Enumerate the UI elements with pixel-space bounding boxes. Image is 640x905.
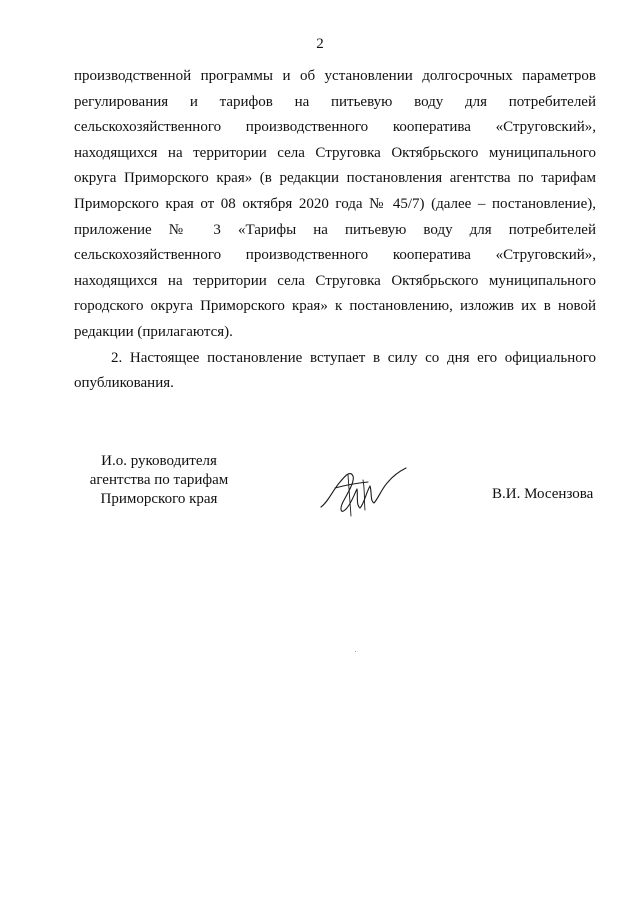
- position-line: И.о. руководителя: [101, 453, 217, 469]
- text-line: сельскохозяйственного производственного кооператива «Струговский»,: [74, 119, 596, 136]
- text-line: Приморского края от 08 октября 2020 года № 45/7) (далее – постановление),: [74, 195, 596, 212]
- position-line: Приморского края: [100, 491, 218, 507]
- text-line: сельскохозяйственного производственного кооператива «Струговский»,: [74, 247, 596, 264]
- text-line: приложение № 3 «Тарифы на питьевую воду для потребителей: [74, 221, 596, 238]
- signatory-position: [64, 452, 254, 509]
- signer-name: В.И. Мосензова: [492, 486, 594, 502]
- text-line: городского округа Приморского края» к постановлению, изложив их в новой: [74, 298, 596, 315]
- position-line: агентства по тарифам: [89, 472, 229, 488]
- text-line: редакции (прилагаются).: [74, 323, 233, 340]
- page-number: 2: [316, 36, 324, 52]
- document-body: [74, 64, 596, 397]
- text-line: производственной программы и об установлении долгосрочных параметров: [74, 68, 596, 84]
- text-line: опубликования.: [74, 375, 174, 392]
- text-line: находящихся на территории села Струговка Октябрьского муниципального: [74, 272, 596, 289]
- handwritten-signature: [318, 460, 408, 520]
- text-line: находящихся на территории села Струговка Октябрьского муниципального: [74, 144, 596, 161]
- text-line: округа Приморского края» (в редакции постановления агентства по тарифам: [74, 170, 596, 187]
- text-line: регулирования и тарифов на питьевую воду для потребителей: [74, 93, 596, 110]
- text-line: 2. Настоящее постановление вступает в силу со дня его официального: [111, 349, 596, 366]
- scan-speck: [355, 651, 356, 652]
